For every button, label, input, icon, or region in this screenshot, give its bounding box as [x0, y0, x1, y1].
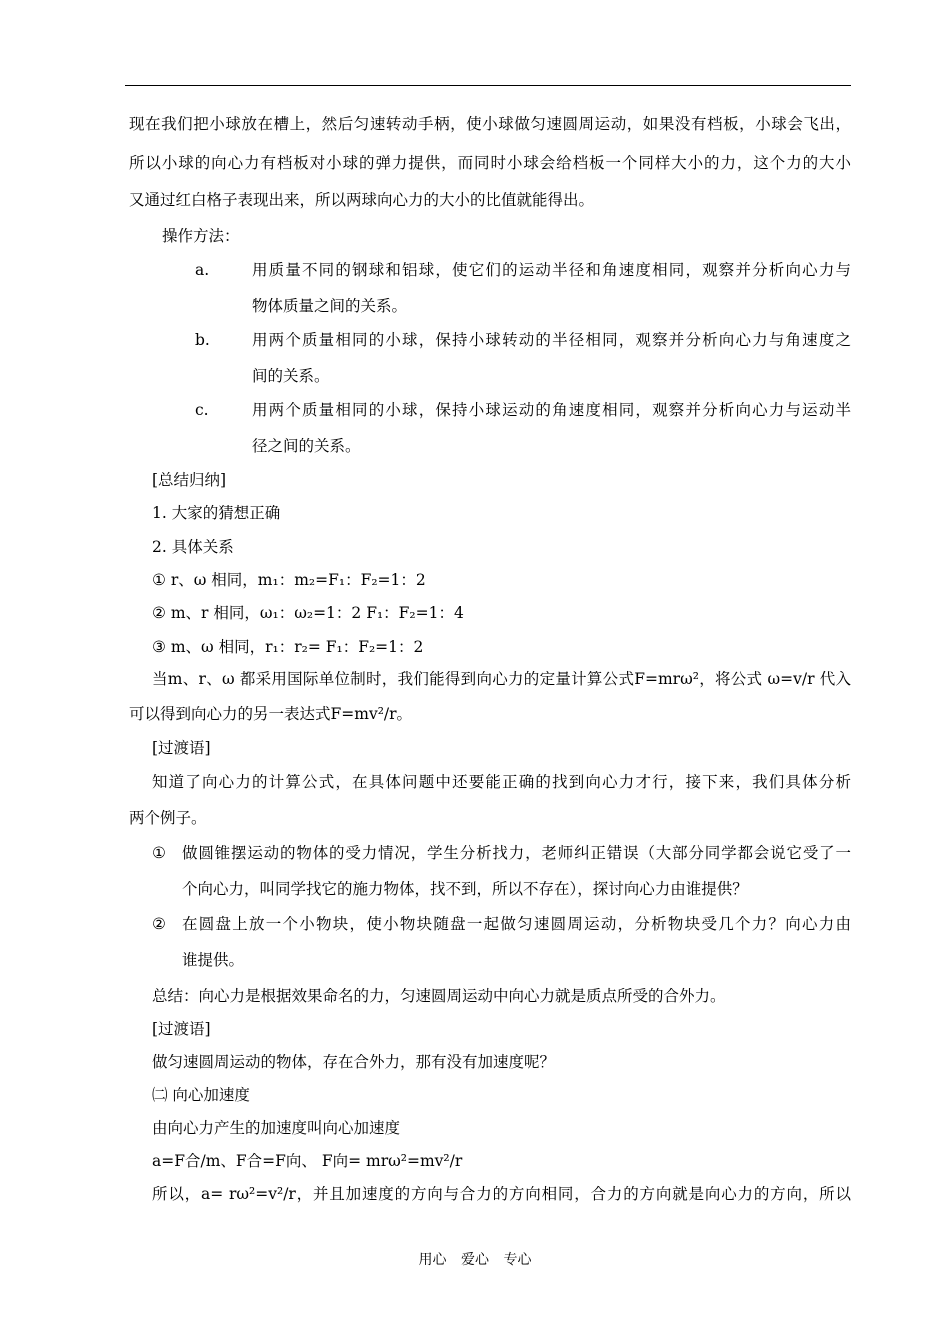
transition-1-line-1: 知道了向心力的计算公式，在具体问题中还要能正确的找到向心力才行，接下来，我们具体分析 — [152, 773, 851, 791]
section-2-title: ㈡ 向心加速度 — [152, 1086, 250, 1104]
section-2-formula: a=F合/m、F合=F向、 F向= mrω²=mv²/r — [152, 1152, 463, 1170]
transition-1-line-2: 两个例子。 — [129, 809, 207, 827]
method-c-label: c. — [195, 401, 209, 419]
method-b-line-2: 间的关系。 — [252, 367, 330, 385]
method-c-line-1: 用两个质量相同的小球，保持小球运动的角速度相同，观察并分析向心力与运动半 — [252, 401, 851, 419]
intro-line-1: 现在我们把小球放在槽上，然后匀速转动手柄，使小球做匀速圆周运动，如果没有档板，小球会飞出， — [129, 115, 851, 133]
example-1-line-2: 个向心力，叫同学找它的施力物体，找不到，所以不存在），探讨向心力由谁提供？ — [182, 880, 748, 898]
example-1-line-1: 做圆锥摆运动的物体的受力情况，学生分析找力，老师纠正错误（大部分同学都会说它受了一 — [182, 844, 851, 862]
method-title: 操作方法： — [162, 227, 240, 245]
example-1-mark: ① — [152, 844, 166, 862]
transition-2-line-1: 做匀速圆周运动的物体，存在合外力，那有没有加速度呢？ — [152, 1053, 556, 1071]
method-b-line-1: 用两个质量相同的小球，保持小球转动的半径相同，观察并分析向心力与角速度之 — [252, 331, 851, 349]
method-a-label: a. — [195, 261, 210, 279]
relation-1: ① r、ω 相同，m₁：m₂=F₁：F₂=1：2 — [152, 571, 426, 589]
intro-line-3: 又通过红白格子表现出来，所以两球向心力的大小的比值就能得出。 — [129, 191, 595, 209]
method-c-line-2: 径之间的关系。 — [252, 437, 361, 455]
method-a-line-2: 物体质量之间的关系。 — [252, 297, 408, 315]
section-2-line-3: 所以，a= rω²=v²/r，并且加速度的方向与合力的方向相同，合力的方向就是向心力的方向，所以 — [152, 1185, 851, 1203]
example-2-line-2: 谁提供。 — [182, 951, 245, 969]
section-2-line-1: 由向心力产生的加速度叫向心加速度 — [152, 1119, 401, 1137]
method-a-line-1: 用质量不同的钢球和铝球，使它们的运动半径和角速度相同，观察并分析向心力与 — [252, 261, 851, 279]
example-2-mark: ② — [152, 915, 166, 933]
header-rule — [125, 85, 851, 86]
conclusion: 总结：向心力是根据效果命名的力，匀速圆周运动中向心力就是质点所受的合外力。 — [152, 987, 726, 1005]
intro-line-2: 所以小球的向心力有档板对小球的弹力提供，而同时小球会给档板一个同样大小的力，这个力的大小 — [129, 154, 851, 172]
formula-line-1: 当m、r、ω 都采用国际单位制时，我们能得到向心力的定量计算公式F=mrω²，将公式 ω=v/r 代入 — [152, 670, 851, 688]
summary-point-2: 2. 具体关系 — [152, 538, 234, 556]
transition-1-title: [过渡语] — [152, 739, 211, 757]
summary-point-1: 1. 大家的猜想正确 — [152, 504, 281, 522]
example-2-line-1: 在圆盘上放一个小物块，使小物块随盘一起做匀速圆周运动，分析物块受几个力？向心力由 — [182, 915, 851, 933]
page-footer: 用心 爱心 专心 — [418, 1252, 532, 1268]
formula-line-2: 可以得到向心力的另一表达式F=mv²/r。 — [129, 705, 413, 723]
relation-2: ② m、r 相同，ω₁：ω₂=1：2 F₁：F₂=1：4 — [152, 604, 464, 622]
transition-2-title: [过渡语] — [152, 1020, 211, 1038]
method-b-label: b. — [195, 331, 210, 349]
summary-title: [总结归纳] — [152, 471, 227, 489]
relation-3: ③ m、ω 相同，r₁：r₂= F₁：F₂=1：2 — [152, 638, 424, 656]
